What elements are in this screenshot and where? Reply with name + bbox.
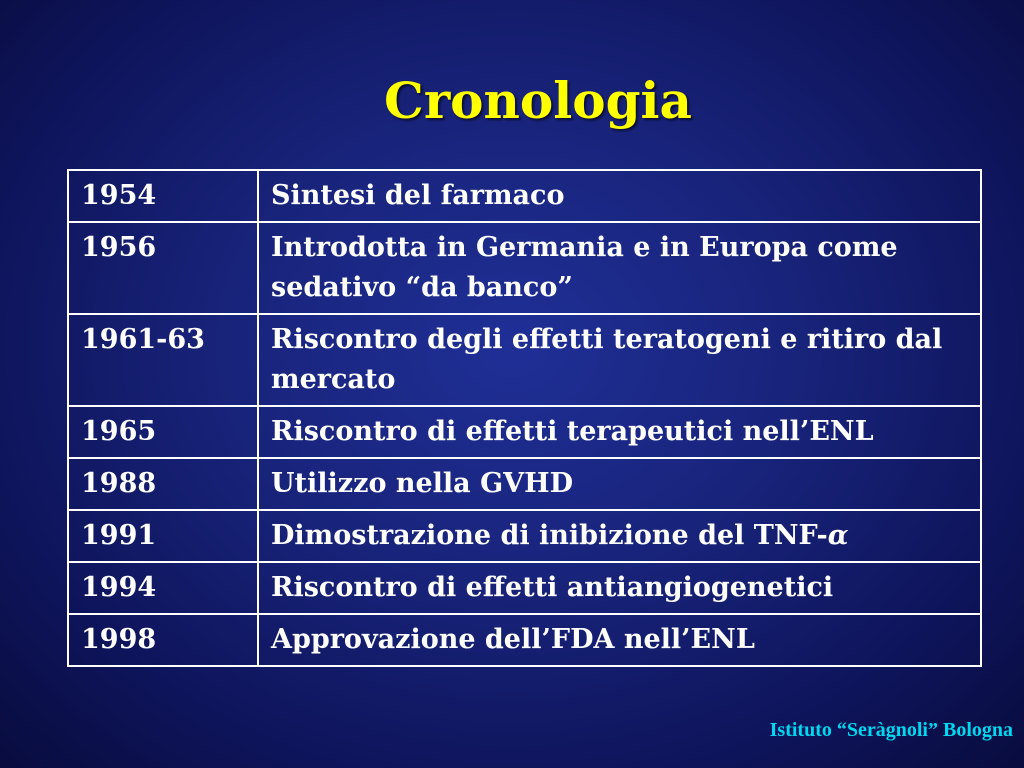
- table-row: [68, 314, 981, 406]
- event-cell: Introdotta in Germania e in Europa come sedativo “da banco”: [258, 222, 981, 314]
- event-text: Dimostrazione di inibizione del TNF-: [271, 520, 828, 551]
- year-cell: 1956: [68, 222, 258, 314]
- table-row: [68, 170, 981, 222]
- table-row: [68, 458, 981, 510]
- event-cell: Utilizzo nella GVHD: [258, 458, 981, 510]
- year-cell: 1954: [68, 170, 258, 222]
- year-cell: 1965: [68, 406, 258, 458]
- event-cell: Approvazione dell’FDA nell’ENL: [258, 614, 981, 666]
- institute-footer: Istituto “Seràgnoli” Bologna: [769, 719, 1013, 741]
- event-cell: [258, 510, 981, 562]
- year-cell: 1998: [68, 614, 258, 666]
- event-cell: Riscontro degli effetti teratogeni e ritiro dal mercato: [258, 314, 981, 406]
- table-row: [68, 406, 981, 458]
- table-row: [68, 562, 981, 614]
- year-cell: 1961-63: [68, 314, 258, 406]
- year-cell: 1988: [68, 458, 258, 510]
- table-row: [68, 614, 981, 666]
- table-row: [68, 510, 981, 562]
- table-row: [68, 222, 981, 314]
- year-cell: 1994: [68, 562, 258, 614]
- slide-title: Cronologia: [384, 71, 692, 130]
- event-cell: Riscontro di effetti antiangiogenetici: [258, 562, 981, 614]
- event-cell: Sintesi del farmaco: [258, 170, 981, 222]
- alpha-symbol: α: [827, 520, 849, 551]
- event-cell: Riscontro di effetti terapeutici nell’ENL: [258, 406, 981, 458]
- chronology-table: [67, 169, 982, 667]
- year-cell: 1991: [68, 510, 258, 562]
